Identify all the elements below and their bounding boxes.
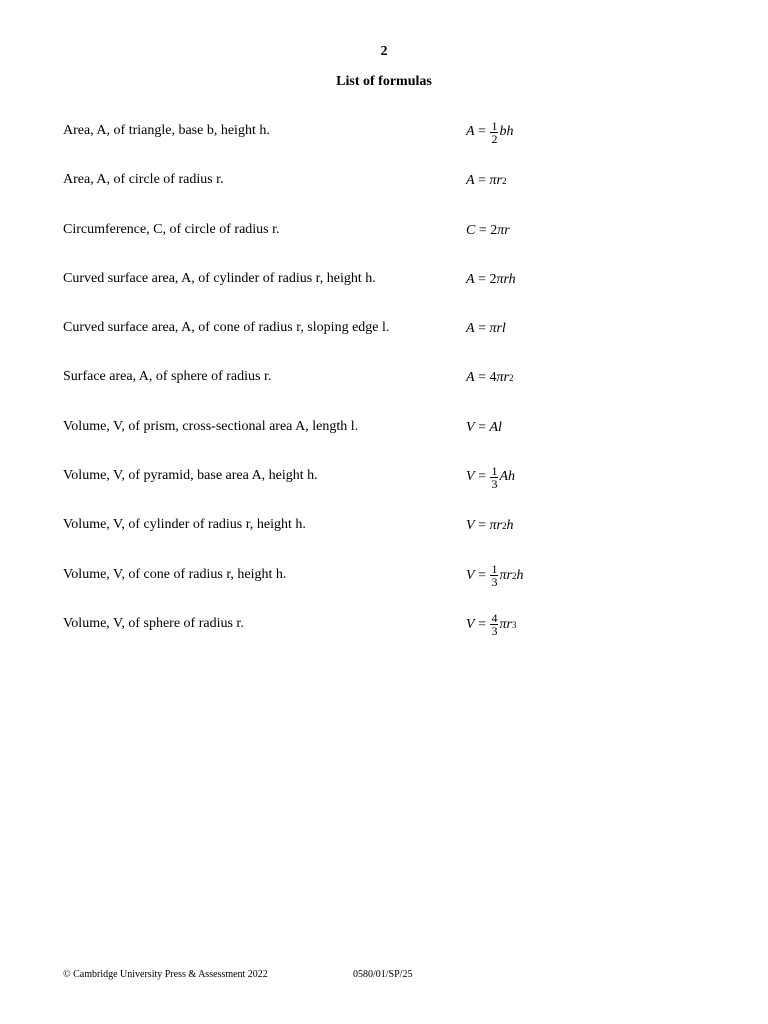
formula-row-cone-volume	[63, 552, 713, 601]
formula-list	[63, 108, 713, 650]
formula-row-sphere-surface	[63, 354, 713, 403]
formula-row-triangle-area	[63, 108, 713, 157]
formula-description: Area, A, of circle of radius r.	[63, 172, 224, 188]
formula-row-cylinder-volume	[63, 502, 713, 551]
formula-row-prism-volume	[63, 404, 713, 453]
formula-description: Volume, V, of cylinder of radius r, height h.	[63, 517, 306, 533]
formula-description: Volume, V, of sphere of radius r.	[63, 615, 244, 631]
fraction: $\frac{1}{3}$	[491, 463, 498, 491]
formula-description: Surface area, A, of sphere of radius r.	[63, 369, 272, 385]
fraction: $\frac{1}{3}$	[491, 562, 498, 590]
fraction: $\frac{4}{3}$	[491, 611, 498, 639]
formula-expression: A = π rl	[466, 321, 506, 337]
formula-expression: V = $\frac{1}{3}$ π r 2 h	[466, 562, 524, 590]
formula-description: Volume, V, of prism, cross-sectional area A, length l.	[63, 418, 359, 434]
formula-description: Curved surface area, A, of cylinder of radius r, height h.	[63, 270, 376, 286]
formula-description: Volume, V, of cone of radius r, height h.	[63, 566, 287, 582]
fraction: $\frac{1}{2}$	[491, 118, 498, 146]
formula-expression: V = Al	[466, 419, 502, 435]
formula-row-cylinder-surface	[63, 256, 713, 305]
footer-paper-code: 0580/01/SP/25	[353, 969, 413, 980]
footer-copyright: © Cambridge University Press & Assessment 2022	[63, 969, 268, 980]
formula-expression: V = π r 2 h	[466, 518, 514, 534]
formula-expression: A = π r 2	[466, 173, 507, 189]
formula-description: Volume, V, of pyramid, base area A, height h.	[63, 468, 318, 484]
formula-description: Curved surface area, A, of cone of radius r, sloping edge l.	[63, 320, 390, 336]
formula-expression: C = 2 π r	[466, 222, 510, 238]
formula-expression: V = $\frac{1}{3}$ Ah	[466, 463, 516, 491]
formula-row-circle-area	[63, 157, 713, 206]
formula-expression: A = 4 π r 2	[466, 370, 514, 386]
formula-row-pyramid-volume	[63, 453, 713, 502]
formula-expression: A = 2 π rh	[466, 271, 516, 287]
formula-expression: A = $\frac{1}{2}$ bh	[466, 118, 514, 146]
formula-row-circumference	[63, 207, 713, 256]
page-title: List of formulas	[336, 74, 432, 89]
page-number: 2	[380, 44, 388, 59]
formula-description: Area, A, of triangle, base b, height h.	[63, 123, 270, 138]
formula-row-sphere-volume	[63, 601, 713, 650]
formula-expression: V = $\frac{4}{3}$ π r 3	[466, 611, 517, 639]
formula-description: Circumference, C, of circle of radius r.	[63, 221, 280, 237]
formula-row-cone-surface	[63, 305, 713, 354]
